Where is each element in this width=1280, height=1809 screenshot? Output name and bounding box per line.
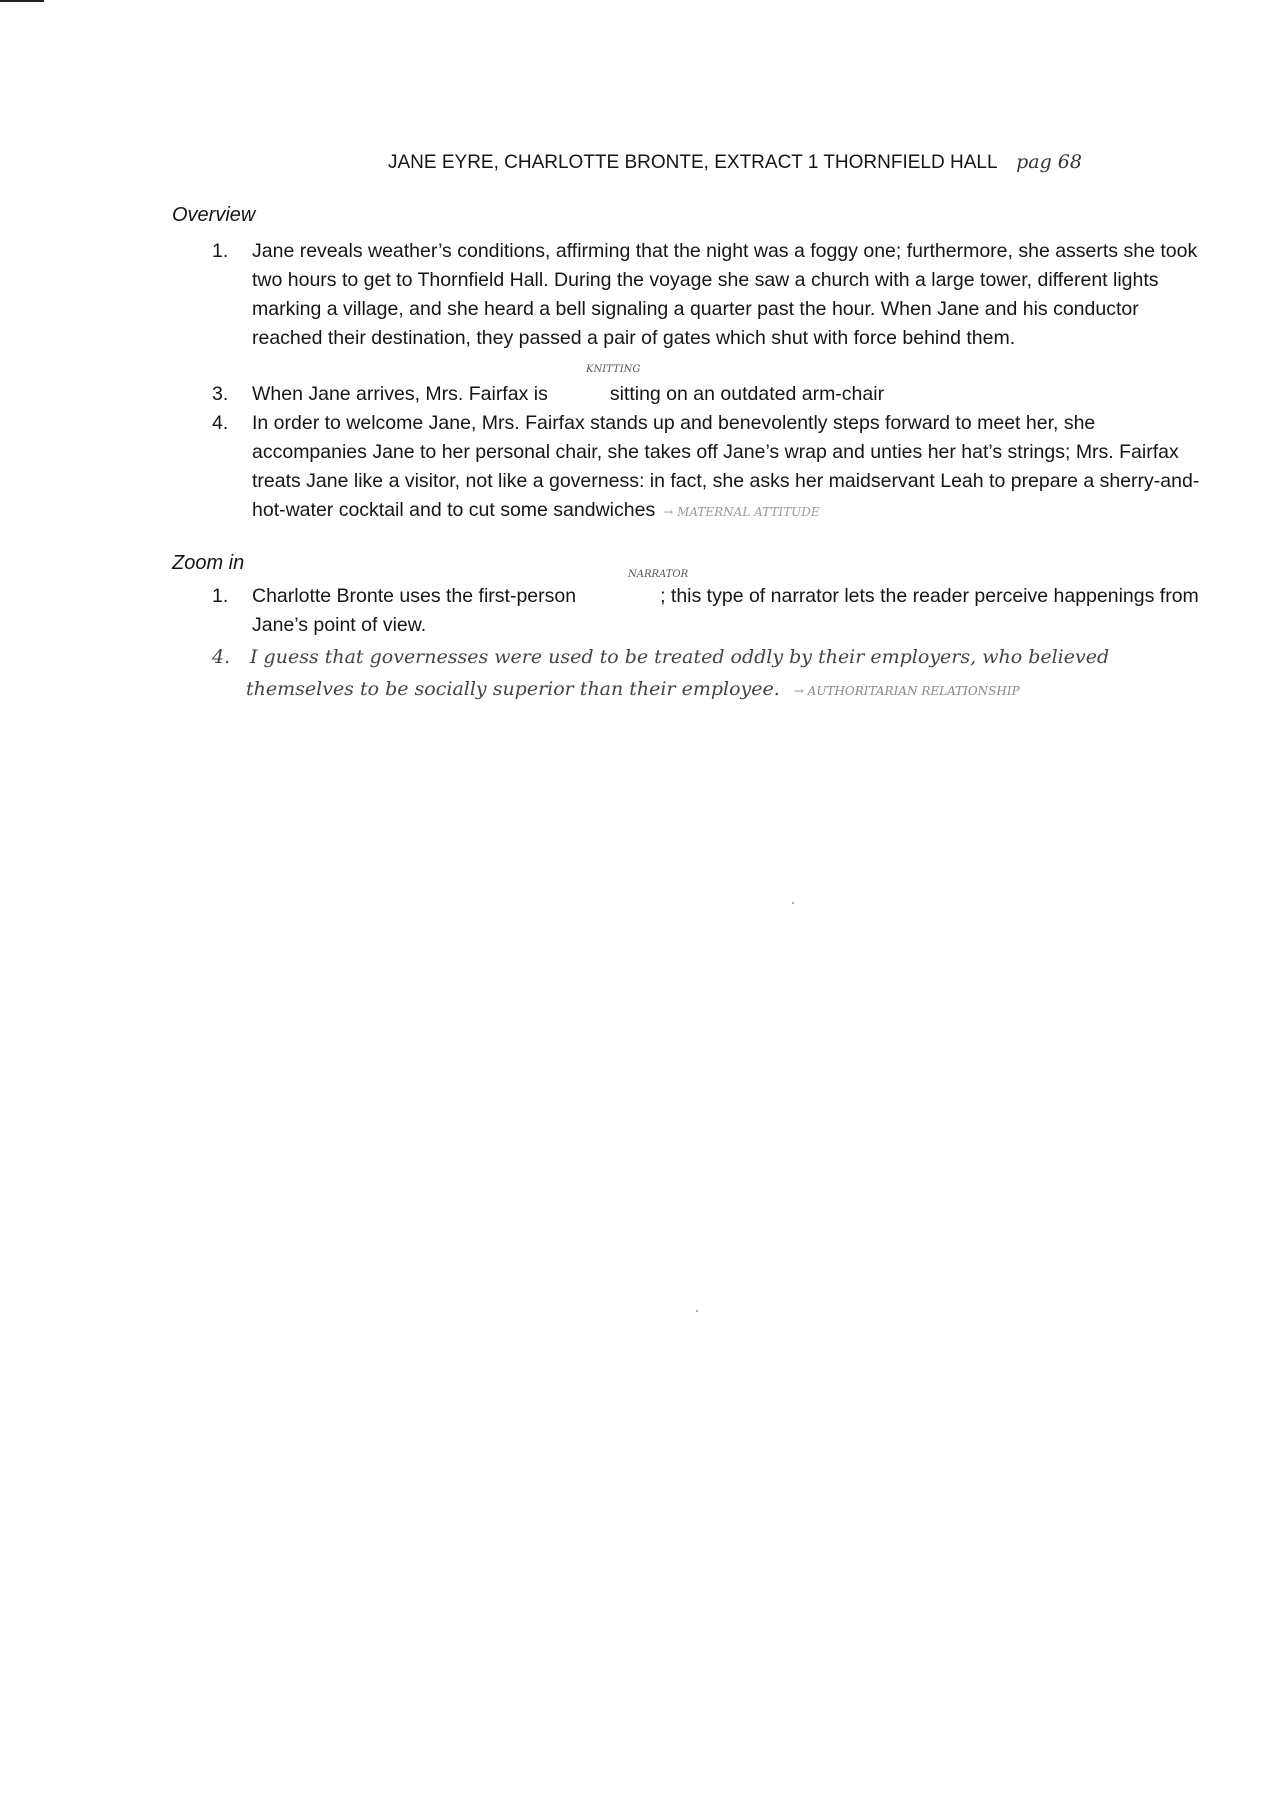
scan-speck [792,902,794,904]
scan-corner-mark [0,0,44,2]
overview-item-4 [212,409,1212,527]
page-reference-note: pag 68 [1016,151,1082,173]
handwritten-note-number: 4. [212,646,231,668]
overview-item-1 [212,237,1202,353]
item-text-before: Charlotte Bronte uses the first-person [252,585,577,607]
item-number: 1. [212,585,229,607]
item-text-before: When Jane arrives, Mrs. Fairfax is [252,383,548,405]
item-number: 4. [212,412,229,434]
item-text-after: sitting on an outdated arm-chair [609,383,885,405]
document-title: JANE EYRE, CHARLOTTE BRONTE, EXTRACT 1 THORNFIELD HALL [388,152,997,173]
handwritten-note-annotation: → AUTHORITARIAN RELATIONSHIP [793,684,1020,698]
zoom-in-item-1 [212,582,1202,640]
handwritten-note-line-1: I guess that governesses were used to be treated oddly by their employers, who believed [250,646,1110,668]
zoom-item-1-annotation: NARRATOR [628,569,689,580]
overview-heading: Overview [172,204,256,226]
scan-speck [696,1310,698,1312]
item-number: 1. [212,240,229,262]
handwritten-note-line-2-wrap [246,674,1020,706]
item-annotation: → MATERNAL ATTITUDE [663,505,820,519]
document-title-line [388,151,1082,174]
item-text: Jane reveals weather’s conditions, affirming that the night was a foggy one; furthermore, she asserts she took two hours to get to Thornfield Hall. During the voyage she saw a church with a large tower, different lights marking a village, and she heard a bell signaling a quarter past the hour. When Jane and his conductor reached their destination, they passed a pair of gates which shut with force behind them. [252,240,1198,349]
zoom-in-heading: Zoom in [172,552,245,574]
overview-item-3-annotation: KNITTING [586,364,641,375]
overview-item-3 [212,380,1202,409]
item-text-after: ; this type of narrator lets the reader perceive happenings from Jane’s point of view. [252,585,1199,636]
item-text: In order to welcome Jane, Mrs. Fairfax stands up and benevolently steps forward to meet her, she accompanies Jane to her personal chair, she takes off Jane’s wrap and unties her hat’s strings; Mrs. Fairfax treats Jane like a visitor, not like a governess: in fact, she asks her maidservant Leah to prepare a sherry-and-hot-water cocktail and to cut some sandwiches [252,412,1200,521]
item-number: 3. [212,383,229,405]
handwritten-note-line-2: themselves to be socially superior than their employee. [246,678,780,700]
